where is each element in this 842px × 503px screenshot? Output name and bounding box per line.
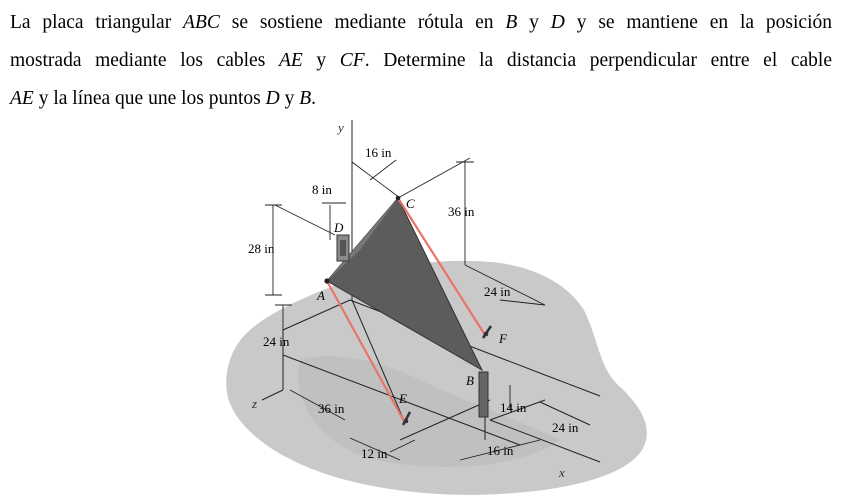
dim-28: 28 in — [248, 241, 275, 256]
point-ref: D — [265, 88, 280, 109]
text-run: . Determine la distancia perpendicular entre el cable — [364, 50, 833, 71]
dim-14: 14 in — [500, 400, 527, 415]
dim-36-floor: 36 in — [318, 401, 345, 416]
dim-24-x: 24 in — [552, 420, 579, 435]
text-run: se sostiene mediante rótula en — [219, 12, 506, 33]
point-ref: AE — [10, 88, 34, 109]
label-point-c: C — [406, 196, 415, 211]
dim-24-right: 24 in — [484, 284, 511, 299]
dim-16-floor: 16 in — [487, 443, 514, 458]
dim-8: 8 in — [312, 182, 332, 197]
point-ref: D — [550, 12, 565, 33]
label-point-e: E — [399, 391, 407, 406]
point-ref: CF — [339, 50, 365, 71]
text-run: y la línea que une los puntos — [33, 88, 266, 109]
label-point-a: A — [317, 288, 325, 303]
point-ref: B — [505, 12, 518, 33]
point-ref: AE — [278, 50, 303, 71]
label-axis-y: y — [338, 120, 344, 135]
dim-12: 12 in — [361, 446, 388, 461]
socket-support-b — [479, 372, 488, 417]
text-run: La placa triangular — [10, 12, 184, 33]
text-run: y — [279, 88, 300, 109]
dim-36-vertical: 36 in — [448, 204, 475, 219]
text-run: . — [311, 88, 317, 109]
label-point-d: D — [334, 220, 344, 235]
text-run: y — [302, 50, 340, 71]
joint-c — [396, 196, 401, 201]
point-ref: B — [299, 88, 312, 109]
point-ref: ABC — [183, 12, 220, 33]
text-run: y se mantiene en la posición — [564, 12, 832, 33]
joint-a — [324, 278, 329, 283]
dim-24-left: 24 in — [263, 334, 290, 349]
text-run: y — [517, 12, 551, 33]
label-axis-z: z — [252, 396, 258, 411]
label-axis-x: x — [559, 465, 565, 480]
dim-16-top: 16 in — [365, 145, 392, 160]
label-point-b: B — [466, 373, 474, 388]
text-run: mostrada mediante los cables — [10, 50, 279, 71]
socket-support-d-face — [340, 240, 346, 256]
label-point-f: F — [499, 331, 507, 346]
